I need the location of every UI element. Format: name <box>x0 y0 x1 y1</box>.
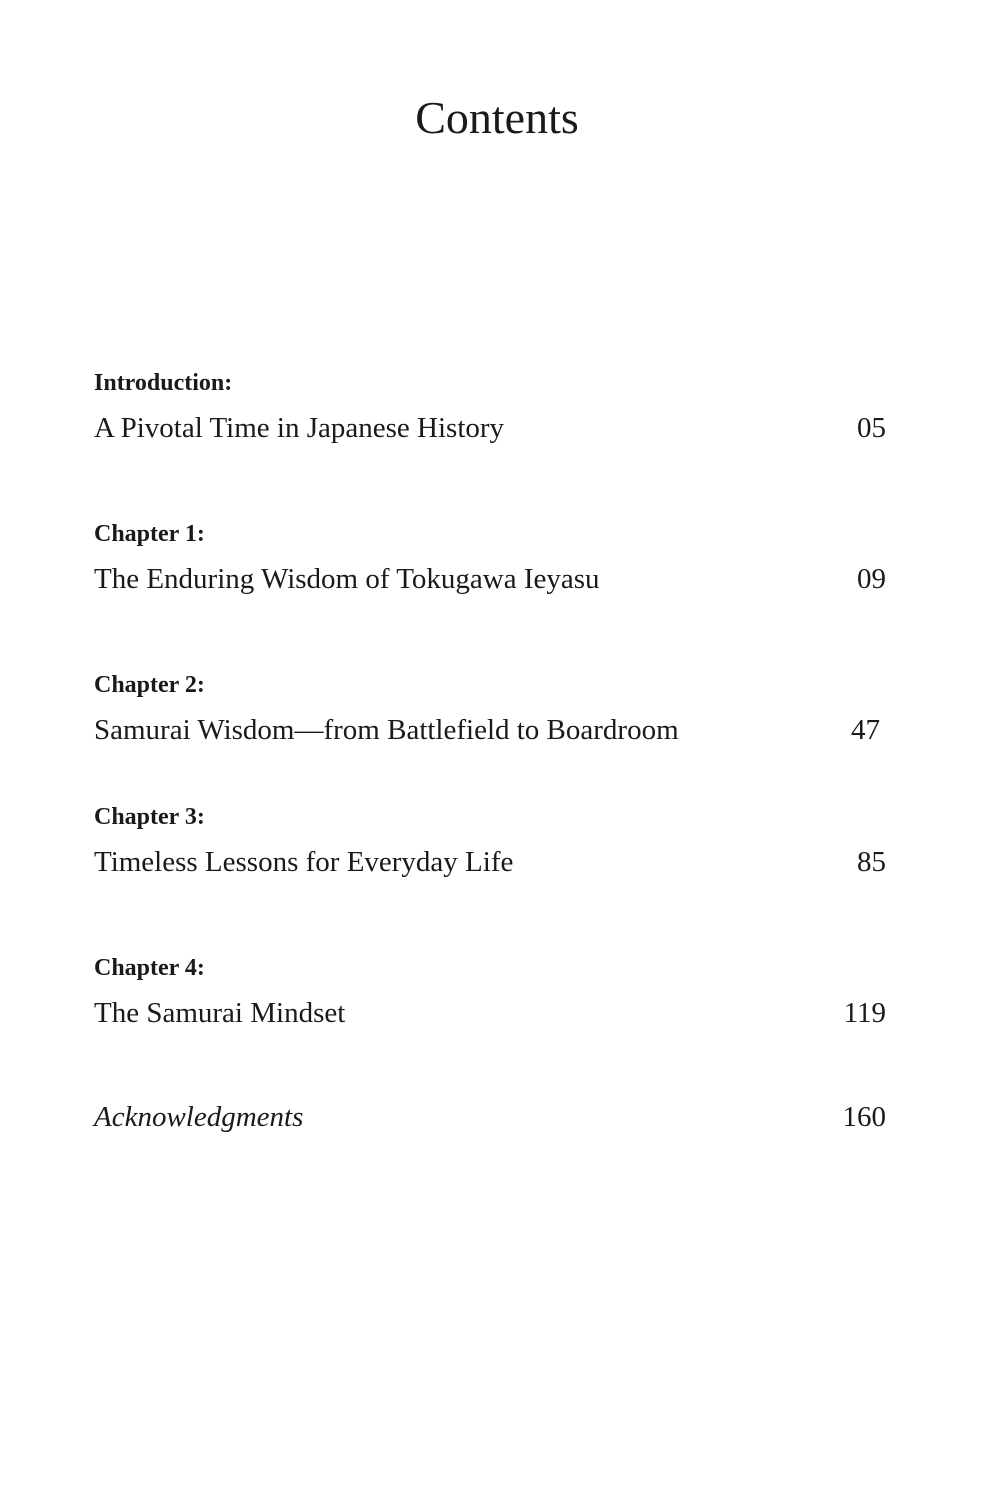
toc-entry-chapter-2[interactable] <box>94 670 886 750</box>
entry-label: Introduction: <box>94 370 233 396</box>
entry-title: Acknowledgments <box>94 1101 304 1133</box>
entry-title: Samurai Wisdom—from Battlefield to Boardroom <box>94 714 679 746</box>
entry-title: The Samurai Mindset <box>94 997 346 1029</box>
entry-line <box>94 710 886 750</box>
entry-line <box>94 993 886 1033</box>
entry-title: A Pivotal Time in Japanese History <box>94 412 505 444</box>
entry-page-number: 47 <box>851 714 880 746</box>
entry-page-number: 09 <box>857 563 886 595</box>
entry-line <box>94 559 886 599</box>
entry-label: Chapter 3: <box>94 804 205 830</box>
toc-entry-chapter-3[interactable] <box>94 802 886 882</box>
page-title: Contents <box>415 92 579 143</box>
toc-entry-introduction[interactable] <box>94 368 886 448</box>
toc-entry-chapter-1[interactable] <box>94 519 886 599</box>
entry-label: Chapter 4: <box>94 955 205 981</box>
entry-line <box>94 408 886 448</box>
entry-label: Chapter 1: <box>94 521 205 547</box>
entry-title: The Enduring Wisdom of Tokugawa Ieyasu <box>94 563 600 595</box>
entry-title: Timeless Lessons for Everyday Life <box>94 846 514 878</box>
toc-entry-chapter-4[interactable] <box>94 953 886 1033</box>
entry-label: Chapter 2: <box>94 672 205 698</box>
entry-page-number: 85 <box>857 846 886 878</box>
toc-entry-acknowledgments[interactable] <box>94 1097 886 1137</box>
entry-page-number: 160 <box>842 1101 886 1133</box>
entry-page-number: 05 <box>857 412 886 444</box>
entry-line <box>94 1097 886 1137</box>
entry-page-number: 119 <box>843 997 886 1029</box>
entry-line <box>94 842 886 882</box>
